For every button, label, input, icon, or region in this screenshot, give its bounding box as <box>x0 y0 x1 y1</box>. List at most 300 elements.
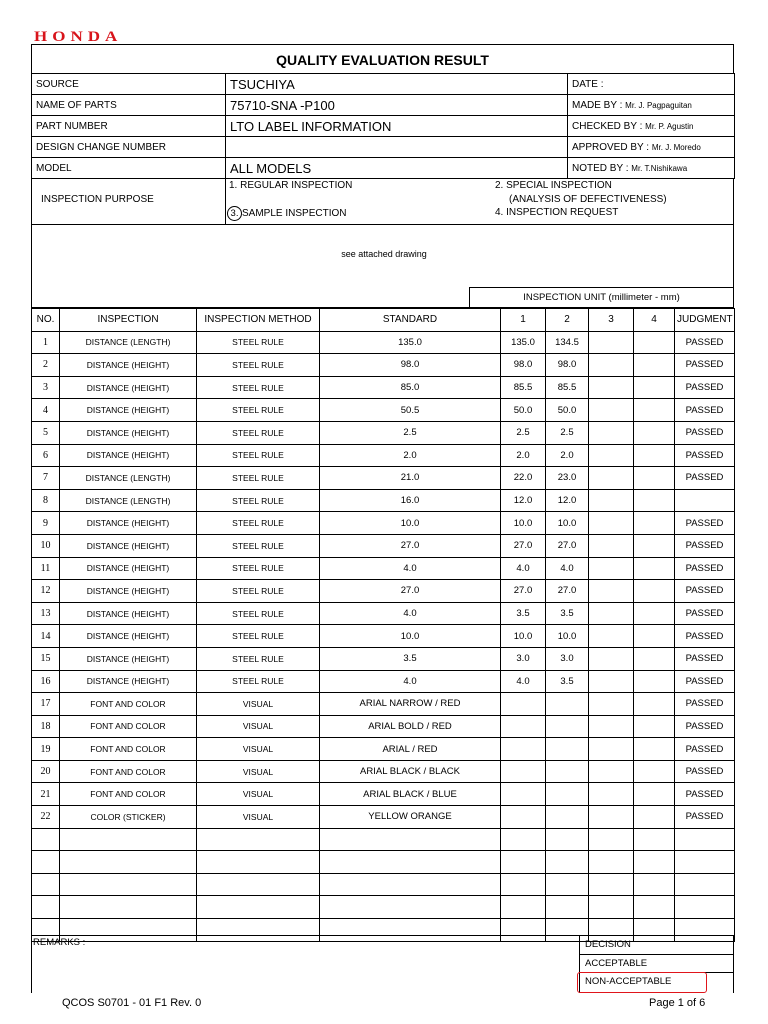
row-value-1: 12.0 <box>501 489 546 512</box>
row-no: 18 <box>32 715 60 738</box>
row-value-2: 10.0 <box>546 512 589 535</box>
table-row <box>32 489 735 512</box>
row-value-4 <box>634 354 675 377</box>
row-value-3 <box>589 512 634 535</box>
row-inspection: FONT AND COLOR <box>60 715 197 738</box>
empty-row <box>32 828 735 851</box>
empty-cell <box>589 851 634 874</box>
empty-cell <box>197 828 320 851</box>
empty-cell <box>32 896 60 919</box>
empty-row <box>32 873 735 896</box>
row-method: VISUAL <box>197 806 320 829</box>
part-number-label: PART NUMBER <box>32 116 226 137</box>
row-no: 8 <box>32 489 60 512</box>
row-value-2: 27.0 <box>546 534 589 557</box>
row-judgment: PASSED <box>675 693 735 716</box>
row-method: STEEL RULE <box>197 467 320 490</box>
table-row <box>32 512 735 535</box>
design-change-label: DESIGN CHANGE NUMBER <box>32 137 226 158</box>
approved-by-cell <box>568 137 735 158</box>
empty-cell <box>60 896 197 919</box>
row-standard: 10.0 <box>320 512 501 535</box>
row-standard: 98.0 <box>320 354 501 377</box>
empty-cell <box>501 828 546 851</box>
noted-by-value: Mr. T.Nishikawa <box>631 163 688 173</box>
name-of-parts-value: 75710-SNA -P100 <box>226 95 568 116</box>
row-inspection: DISTANCE (LENGTH) <box>60 467 197 490</box>
empty-cell <box>589 896 634 919</box>
empty-cell <box>320 896 501 919</box>
row-value-1: 2.5 <box>501 421 546 444</box>
name-of-parts-label: NAME OF PARTS <box>32 95 226 116</box>
table-row <box>32 670 735 693</box>
row-inspection: DISTANCE (LENGTH) <box>60 489 197 512</box>
row-judgment: PASSED <box>675 625 735 648</box>
row-inspection: FONT AND COLOR <box>60 783 197 806</box>
row-value-2: 23.0 <box>546 467 589 490</box>
row-value-1 <box>501 806 546 829</box>
made-by-cell <box>568 95 735 116</box>
row-value-2: 3.5 <box>546 602 589 625</box>
row-no: 1 <box>32 331 60 354</box>
row-value-3 <box>589 693 634 716</box>
row-no: 9 <box>32 512 60 535</box>
row-value-3 <box>589 580 634 603</box>
row-value-2: 10.0 <box>546 625 589 648</box>
source-label: SOURCE <box>32 74 226 95</box>
table-row <box>32 557 735 580</box>
empty-cell <box>197 851 320 874</box>
row-inspection: DISTANCE (HEIGHT) <box>60 421 197 444</box>
row-value-2: 85.5 <box>546 376 589 399</box>
col-3: 3 <box>589 309 634 332</box>
table-row <box>32 399 735 422</box>
row-method: STEEL RULE <box>197 399 320 422</box>
row-method: STEEL RULE <box>197 647 320 670</box>
row-method: STEEL RULE <box>197 670 320 693</box>
inspection-table <box>31 308 735 942</box>
row-standard: 4.0 <box>320 557 501 580</box>
decision-label: DECISION <box>585 939 631 950</box>
table-row <box>32 376 735 399</box>
purpose-special-note: (ANALYSIS OF DEFECTIVENESS) <box>509 194 667 205</box>
row-standard: 135.0 <box>320 331 501 354</box>
row-value-4 <box>634 625 675 648</box>
row-value-4 <box>634 421 675 444</box>
row-no: 17 <box>32 693 60 716</box>
honda-logo: HONDA <box>34 28 123 45</box>
non-acceptable-label: NON-ACCEPTABLE <box>585 976 672 987</box>
row-judgment: PASSED <box>675 670 735 693</box>
row-value-1: 2.0 <box>501 444 546 467</box>
row-value-4 <box>634 806 675 829</box>
row-standard: 16.0 <box>320 489 501 512</box>
empty-cell <box>32 828 60 851</box>
purpose-request: 4. INSPECTION REQUEST <box>495 207 619 218</box>
col-no: NO. <box>32 309 60 332</box>
table-row <box>32 580 735 603</box>
row-value-3 <box>589 489 634 512</box>
purpose-special: 2. SPECIAL INSPECTION <box>495 180 612 191</box>
row-standard: 4.0 <box>320 670 501 693</box>
made-by-value: Mr. J. Pagpaguitan <box>625 100 692 110</box>
row-standard: 2.5 <box>320 421 501 444</box>
row-value-3 <box>589 376 634 399</box>
source-value: TSUCHIYA <box>226 74 568 95</box>
row-value-3 <box>589 534 634 557</box>
row-value-1: 4.0 <box>501 557 546 580</box>
purpose-sample-circle: 3. <box>227 206 242 221</box>
row-standard: 27.0 <box>320 534 501 557</box>
row-standard: 10.0 <box>320 625 501 648</box>
row-value-4 <box>634 557 675 580</box>
row-value-3 <box>589 647 634 670</box>
row-inspection: FONT AND COLOR <box>60 738 197 761</box>
row-standard: 2.0 <box>320 444 501 467</box>
row-value-3 <box>589 557 634 580</box>
row-value-1: 3.5 <box>501 602 546 625</box>
row-standard: YELLOW ORANGE <box>320 806 501 829</box>
row-method: STEEL RULE <box>197 444 320 467</box>
row-inspection: DISTANCE (HEIGHT) <box>60 354 197 377</box>
empty-cell <box>60 828 197 851</box>
purpose-sample-label: SAMPLE INSPECTION <box>242 208 347 219</box>
row-value-4 <box>634 580 675 603</box>
empty-cell <box>675 828 735 851</box>
table-row <box>32 467 735 490</box>
drawing-note: see attached drawing <box>341 249 427 259</box>
row-value-2 <box>546 738 589 761</box>
row-value-4 <box>634 399 675 422</box>
table-row <box>32 647 735 670</box>
row-inspection: DISTANCE (HEIGHT) <box>60 625 197 648</box>
header-table <box>31 73 735 179</box>
noted-by-cell <box>568 158 735 179</box>
row-method: STEEL RULE <box>197 354 320 377</box>
table-row <box>32 760 735 783</box>
row-standard: 27.0 <box>320 580 501 603</box>
row-judgment: PASSED <box>675 715 735 738</box>
table-row <box>32 715 735 738</box>
row-judgment: PASSED <box>675 354 735 377</box>
acceptable-label: ACCEPTABLE <box>585 958 648 969</box>
row-no: 5 <box>32 421 60 444</box>
row-standard: 4.0 <box>320 602 501 625</box>
row-no: 2 <box>32 354 60 377</box>
row-inspection: DISTANCE (HEIGHT) <box>60 512 197 535</box>
table-row <box>32 354 735 377</box>
inspection-purpose-label: INSPECTION PURPOSE <box>41 194 154 205</box>
empty-cell <box>32 851 60 874</box>
row-value-1: 27.0 <box>501 534 546 557</box>
empty-cell <box>320 828 501 851</box>
row-judgment: PASSED <box>675 580 735 603</box>
row-value-4 <box>634 534 675 557</box>
row-value-2: 4.0 <box>546 557 589 580</box>
row-no: 22 <box>32 806 60 829</box>
row-value-4 <box>634 715 675 738</box>
empty-cell <box>589 873 634 896</box>
col-method: INSPECTION METHOD <box>197 309 320 332</box>
empty-cell <box>60 851 197 874</box>
row-method: STEEL RULE <box>197 331 320 354</box>
row-value-4 <box>634 489 675 512</box>
row-value-2 <box>546 783 589 806</box>
row-no: 7 <box>32 467 60 490</box>
form-code: QCOS S0701 - 01 F1 Rev. 0 <box>62 997 202 1009</box>
row-value-2: 50.0 <box>546 399 589 422</box>
inspection-unit-box <box>469 287 734 309</box>
row-value-1 <box>501 693 546 716</box>
table-row <box>32 783 735 806</box>
row-value-2: 3.5 <box>546 670 589 693</box>
row-inspection: DISTANCE (HEIGHT) <box>60 670 197 693</box>
empty-cell <box>546 851 589 874</box>
row-inspection: FONT AND COLOR <box>60 693 197 716</box>
row-value-2: 2.5 <box>546 421 589 444</box>
row-value-4 <box>634 783 675 806</box>
row-method: STEEL RULE <box>197 421 320 444</box>
col-1: 1 <box>501 309 546 332</box>
empty-row <box>32 896 735 919</box>
part-number-value: LTO LABEL INFORMATION <box>226 116 568 137</box>
row-value-3 <box>589 467 634 490</box>
row-judgment: PASSED <box>675 444 735 467</box>
row-no: 20 <box>32 760 60 783</box>
row-value-2: 134.5 <box>546 331 589 354</box>
row-no: 19 <box>32 738 60 761</box>
row-standard: ARIAL / RED <box>320 738 501 761</box>
row-value-3 <box>589 738 634 761</box>
design-change-value <box>226 137 568 158</box>
row-value-3 <box>589 625 634 648</box>
row-method: VISUAL <box>197 760 320 783</box>
row-judgment: PASSED <box>675 331 735 354</box>
row-judgment: PASSED <box>675 534 735 557</box>
model-label: MODEL <box>32 158 226 179</box>
empty-cell <box>634 896 675 919</box>
row-judgment: PASSED <box>675 602 735 625</box>
row-no: 6 <box>32 444 60 467</box>
row-method: VISUAL <box>197 693 320 716</box>
row-value-2: 12.0 <box>546 489 589 512</box>
checked-by-cell <box>568 116 735 137</box>
empty-cell <box>546 873 589 896</box>
empty-cell <box>320 851 501 874</box>
col-standard: STANDARD <box>320 309 501 332</box>
row-value-3 <box>589 354 634 377</box>
row-inspection: COLOR (STICKER) <box>60 806 197 829</box>
row-inspection: DISTANCE (HEIGHT) <box>60 376 197 399</box>
empty-cell <box>501 873 546 896</box>
row-no: 12 <box>32 580 60 603</box>
row-judgment: PASSED <box>675 760 735 783</box>
row-no: 13 <box>32 602 60 625</box>
row-value-2 <box>546 693 589 716</box>
empty-cell <box>320 873 501 896</box>
table-row <box>32 331 735 354</box>
row-method: VISUAL <box>197 783 320 806</box>
table-row <box>32 806 735 829</box>
noted-by-label: NOTED BY : <box>572 162 629 174</box>
col-2: 2 <box>546 309 589 332</box>
table-row <box>32 534 735 557</box>
row-standard: ARIAL BOLD / RED <box>320 715 501 738</box>
empty-cell <box>589 828 634 851</box>
row-inspection: DISTANCE (HEIGHT) <box>60 444 197 467</box>
inspection-unit-label: INSPECTION UNIT (millimeter - mm) <box>523 292 680 303</box>
row-value-1: 4.0 <box>501 670 546 693</box>
row-inspection: DISTANCE (HEIGHT) <box>60 534 197 557</box>
row-value-1 <box>501 738 546 761</box>
row-value-4 <box>634 444 675 467</box>
row-no: 16 <box>32 670 60 693</box>
row-value-1 <box>501 783 546 806</box>
row-standard: 85.0 <box>320 376 501 399</box>
row-value-4 <box>634 738 675 761</box>
row-value-4 <box>634 693 675 716</box>
row-value-3 <box>589 783 634 806</box>
row-value-4 <box>634 602 675 625</box>
col-inspection: INSPECTION <box>60 309 197 332</box>
row-value-2: 98.0 <box>546 354 589 377</box>
row-value-2 <box>546 760 589 783</box>
row-inspection: DISTANCE (HEIGHT) <box>60 580 197 603</box>
row-value-4 <box>634 376 675 399</box>
row-judgment: PASSED <box>675 512 735 535</box>
row-no: 3 <box>32 376 60 399</box>
row-standard: ARIAL NARROW / RED <box>320 693 501 716</box>
row-method: STEEL RULE <box>197 602 320 625</box>
row-method: STEEL RULE <box>197 580 320 603</box>
empty-cell <box>197 873 320 896</box>
empty-cell <box>634 828 675 851</box>
purpose-sample <box>227 206 346 221</box>
row-value-1: 50.0 <box>501 399 546 422</box>
row-value-3 <box>589 806 634 829</box>
row-value-1: 85.5 <box>501 376 546 399</box>
row-method: STEEL RULE <box>197 512 320 535</box>
row-judgment: PASSED <box>675 738 735 761</box>
row-value-1: 27.0 <box>501 580 546 603</box>
row-standard: 3.5 <box>320 647 501 670</box>
row-standard: ARIAL BLACK / BLACK <box>320 760 501 783</box>
row-judgment: PASSED <box>675 467 735 490</box>
purpose-regular: 1. REGULAR INSPECTION <box>229 180 353 191</box>
row-value-1: 22.0 <box>501 467 546 490</box>
row-no: 4 <box>32 399 60 422</box>
row-value-2 <box>546 715 589 738</box>
empty-row <box>32 851 735 874</box>
row-value-2: 3.0 <box>546 647 589 670</box>
col-4: 4 <box>634 309 675 332</box>
decision-divider-1 <box>579 954 734 955</box>
row-judgment: PASSED <box>675 376 735 399</box>
row-judgment: PASSED <box>675 399 735 422</box>
approved-by-value: Mr. J. Moredo <box>651 142 701 152</box>
row-value-3 <box>589 760 634 783</box>
date-label: DATE : <box>568 74 735 95</box>
table-header-row <box>32 309 735 332</box>
table-row <box>32 738 735 761</box>
row-value-2: 27.0 <box>546 580 589 603</box>
empty-cell <box>675 896 735 919</box>
row-value-3 <box>589 444 634 467</box>
row-value-2 <box>546 806 589 829</box>
empty-cell <box>634 873 675 896</box>
row-judgment: PASSED <box>675 647 735 670</box>
row-standard: 21.0 <box>320 467 501 490</box>
row-standard: 50.5 <box>320 399 501 422</box>
row-value-1 <box>501 760 546 783</box>
row-no: 14 <box>32 625 60 648</box>
row-value-1: 98.0 <box>501 354 546 377</box>
table-row <box>32 693 735 716</box>
row-value-3 <box>589 399 634 422</box>
remarks-label: REMARKS : <box>33 937 86 948</box>
row-judgment: PASSED <box>675 806 735 829</box>
row-inspection: DISTANCE (HEIGHT) <box>60 557 197 580</box>
col-judgment: JUDGMENT <box>675 309 735 332</box>
table-row <box>32 602 735 625</box>
checked-by-value: Mr. P. Agustin <box>645 121 694 131</box>
row-method: STEEL RULE <box>197 625 320 648</box>
row-value-2: 2.0 <box>546 444 589 467</box>
row-method: STEEL RULE <box>197 534 320 557</box>
row-value-3 <box>589 602 634 625</box>
page-title: QUALITY EVALUATION RESULT <box>31 44 734 74</box>
empty-cell <box>546 828 589 851</box>
row-method: VISUAL <box>197 738 320 761</box>
row-value-4 <box>634 512 675 535</box>
model-value: ALL MODELS <box>226 158 568 179</box>
row-judgment: PASSED <box>675 783 735 806</box>
row-judgment: PASSED <box>675 421 735 444</box>
row-judgment <box>675 489 735 512</box>
row-value-1: 10.0 <box>501 512 546 535</box>
inspection-purpose-divider <box>225 178 226 225</box>
row-inspection: DISTANCE (HEIGHT) <box>60 647 197 670</box>
row-value-1: 10.0 <box>501 625 546 648</box>
table-row <box>32 421 735 444</box>
made-by-label: MADE BY : <box>572 99 623 111</box>
row-no: 15 <box>32 647 60 670</box>
row-inspection: DISTANCE (LENGTH) <box>60 331 197 354</box>
table-row <box>32 444 735 467</box>
non-acceptable-highlight <box>577 972 707 993</box>
empty-cell <box>197 896 320 919</box>
row-value-3 <box>589 670 634 693</box>
row-inspection: DISTANCE (HEIGHT) <box>60 602 197 625</box>
empty-cell <box>501 896 546 919</box>
row-value-1 <box>501 715 546 738</box>
row-value-3 <box>589 715 634 738</box>
empty-cell <box>32 873 60 896</box>
row-value-1: 3.0 <box>501 647 546 670</box>
approved-by-label: APPROVED BY : <box>572 141 650 153</box>
row-value-4 <box>634 647 675 670</box>
row-judgment: PASSED <box>675 557 735 580</box>
row-method: STEEL RULE <box>197 489 320 512</box>
checked-by-label: CHECKED BY : <box>572 120 643 132</box>
table-row <box>32 625 735 648</box>
empty-cell <box>60 873 197 896</box>
row-no: 11 <box>32 557 60 580</box>
empty-cell <box>546 896 589 919</box>
row-value-3 <box>589 331 634 354</box>
row-value-4 <box>634 670 675 693</box>
row-value-4 <box>634 760 675 783</box>
